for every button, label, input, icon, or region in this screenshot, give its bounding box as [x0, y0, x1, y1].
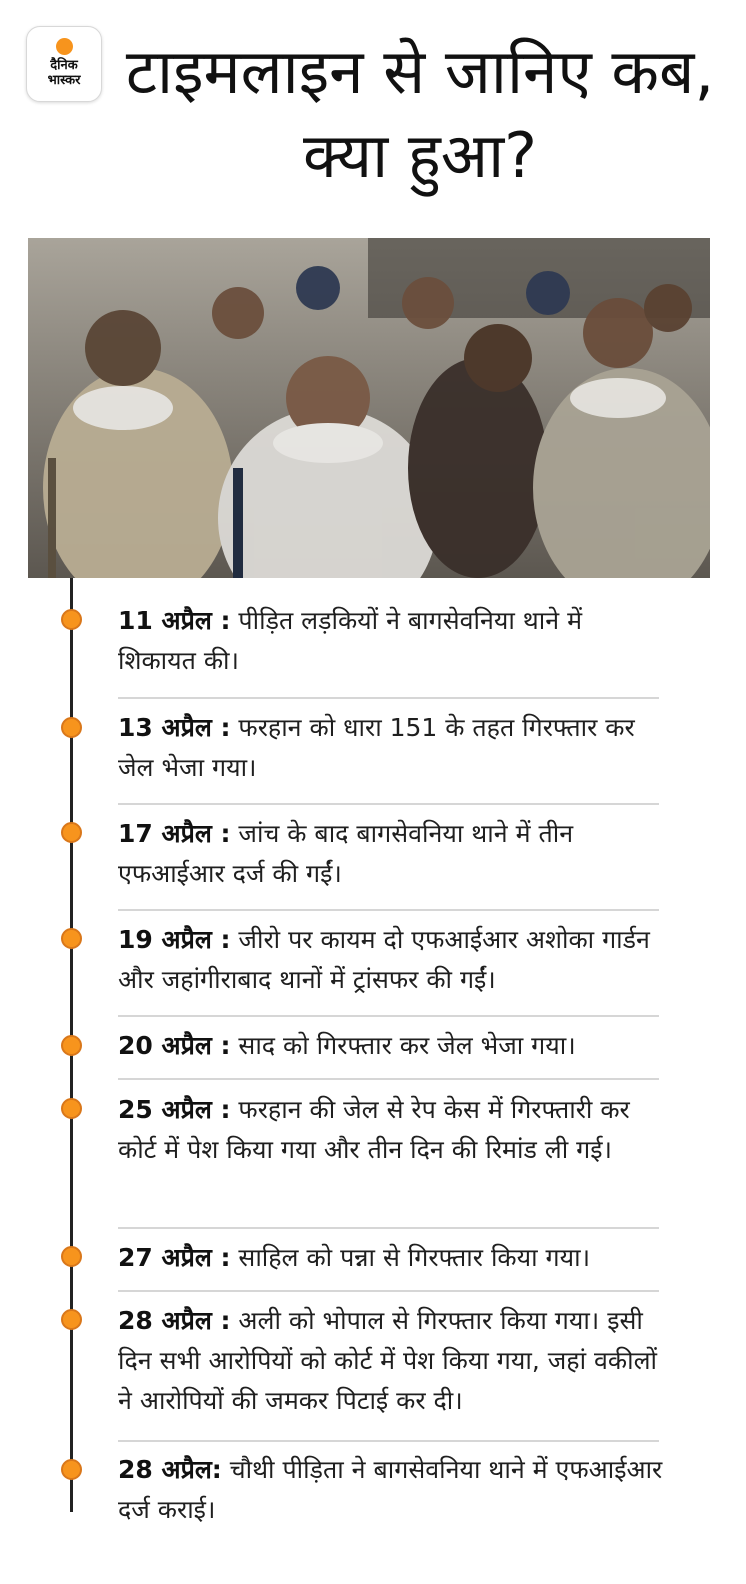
- divider: [118, 697, 659, 699]
- logo-text: दैनिक भास्कर: [47, 58, 81, 88]
- event-date: 28 अप्रैल:: [118, 1455, 222, 1484]
- event-date: 28 अप्रैल :: [118, 1306, 231, 1335]
- divider: [118, 1078, 659, 1080]
- event-text: साहिल को पन्ना से गिरफ्तार किया गया।: [230, 1243, 591, 1272]
- event-text: साद को गिरफ्तार कर जेल भेजा गया।: [230, 1031, 576, 1060]
- divider: [118, 909, 659, 911]
- news-photo: [28, 238, 710, 578]
- divider: [118, 803, 659, 805]
- timeline-event: [118, 601, 663, 681]
- divider: [118, 1290, 659, 1292]
- timeline-marker: [61, 1246, 82, 1267]
- timeline-marker: [61, 1035, 82, 1056]
- event-date: 17 अप्रैल :: [118, 819, 231, 848]
- timeline-event: [118, 920, 663, 1000]
- event-text: फरहान को धारा 151 के तहत गिरफ्तार कर जेल भेजा गया।: [118, 713, 635, 782]
- event-date: 13 अप्रैल :: [118, 713, 231, 742]
- event-text: जीरो पर कायम दो एफआईआर अशोका गार्डन और जहांगीराबाद थानों में ट्रांसफर की गईं।: [118, 925, 650, 994]
- event-date: 19 अप्रैल :: [118, 925, 231, 954]
- divider: [118, 1440, 659, 1442]
- divider: [118, 1015, 659, 1017]
- timeline-marker: [61, 928, 82, 949]
- event-date: 20 अप्रैल :: [118, 1031, 231, 1060]
- event-text: अली को भोपाल से गिरफ्तार किया गया। इसी दिन सभी आरोपियों को कोर्ट में पेश किया गया, जहां वकीलों ने आरोपियों की जमकर पिटाई कर दी।: [118, 1306, 657, 1415]
- timeline-marker: [61, 1309, 82, 1330]
- divider: [118, 1227, 659, 1229]
- event-text: पीड़ित लड़कियों ने बागसेवनिया थाने में शिकायत की।: [118, 606, 583, 675]
- timeline-event: [118, 814, 663, 894]
- photo-illustration: [28, 238, 710, 578]
- sun-dot-icon: [56, 38, 73, 55]
- page-title: टाइमलाइन से जानिए कब, क्या हुआ?: [125, 35, 715, 192]
- timeline-marker: [61, 609, 82, 630]
- timeline-event: [118, 1301, 663, 1421]
- event-date: 25 अप्रैल :: [118, 1095, 231, 1124]
- timeline-event: [118, 1090, 663, 1170]
- timeline-event: [118, 1238, 663, 1278]
- timeline-marker: [61, 717, 82, 738]
- timeline-event: [118, 708, 663, 788]
- timeline-event: [118, 1026, 663, 1066]
- timeline-marker: [61, 1459, 82, 1480]
- brand-logo: [26, 26, 102, 102]
- event-date: 11 अप्रैल :: [118, 606, 231, 635]
- event-text: जांच के बाद बागसेवनिया थाने में तीन एफआईआर दर्ज की गईं।: [118, 819, 574, 888]
- timeline-marker: [61, 822, 82, 843]
- event-text: चौथी पीड़िता ने बागसेवनिया थाने में एफआईआर दर्ज कराई।: [118, 1455, 663, 1524]
- event-text: फरहान की जेल से रेप केस में गिरफ्तारी कर कोर्ट में पेश किया गया और तीन दिन की रिमांड ली गई।: [118, 1095, 630, 1164]
- timeline-marker: [61, 1098, 82, 1119]
- timeline-event: [118, 1450, 663, 1530]
- event-date: 27 अप्रैल :: [118, 1243, 231, 1272]
